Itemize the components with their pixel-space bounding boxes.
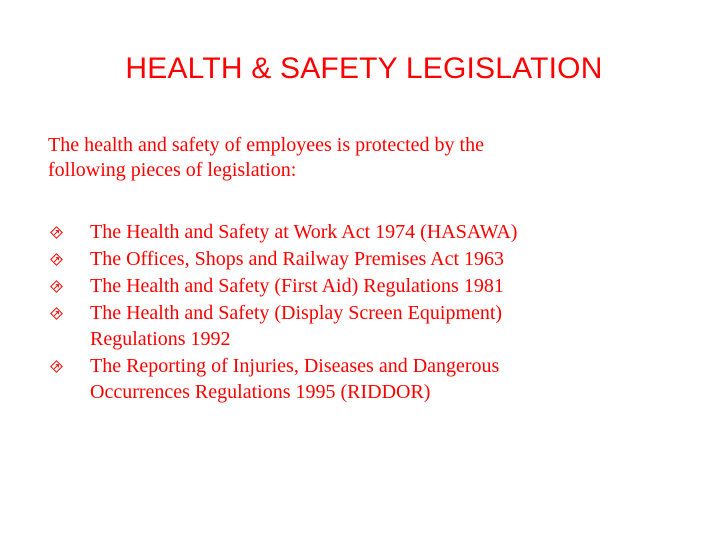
list-item-text: The Health and Safety at Work Act 1974 (HASAWA) [90,221,518,243]
list-item [48,300,688,352]
list-item [48,246,688,272]
list-item-text: Regulations 1992 [90,328,231,350]
list-item-text: The Offices, Shops and Railway Premises Act 1963 [90,248,505,270]
slide-title: HEALTH & SAFETY LEGISLATION [125,52,603,85]
intro-text [48,133,648,183]
diamond-arrow-bullet-icon [50,360,63,373]
legislation-list [48,219,688,406]
list-item [48,273,688,299]
intro-line: following pieces of legislation: [48,159,297,181]
list-item [48,353,688,405]
diamond-arrow-bullet-icon [50,280,63,293]
list-item-text: Occurrences Regulations 1995 (RIDDOR) [90,381,431,403]
diamond-arrow-bullet-icon [50,307,63,320]
diamond-arrow-bullet-icon [50,226,63,239]
list-item-text: The Reporting of Injuries, Diseases and Dangerous [90,355,500,377]
diamond-arrow-bullet-icon [50,253,63,266]
list-item [48,219,688,245]
list-item-text: The Health and Safety (First Aid) Regulations 1981 [90,275,504,297]
intro-line: The health and safety of employees is protected by the [48,134,484,156]
list-item-text: The Health and Safety (Display Screen Equipment) [90,302,503,324]
